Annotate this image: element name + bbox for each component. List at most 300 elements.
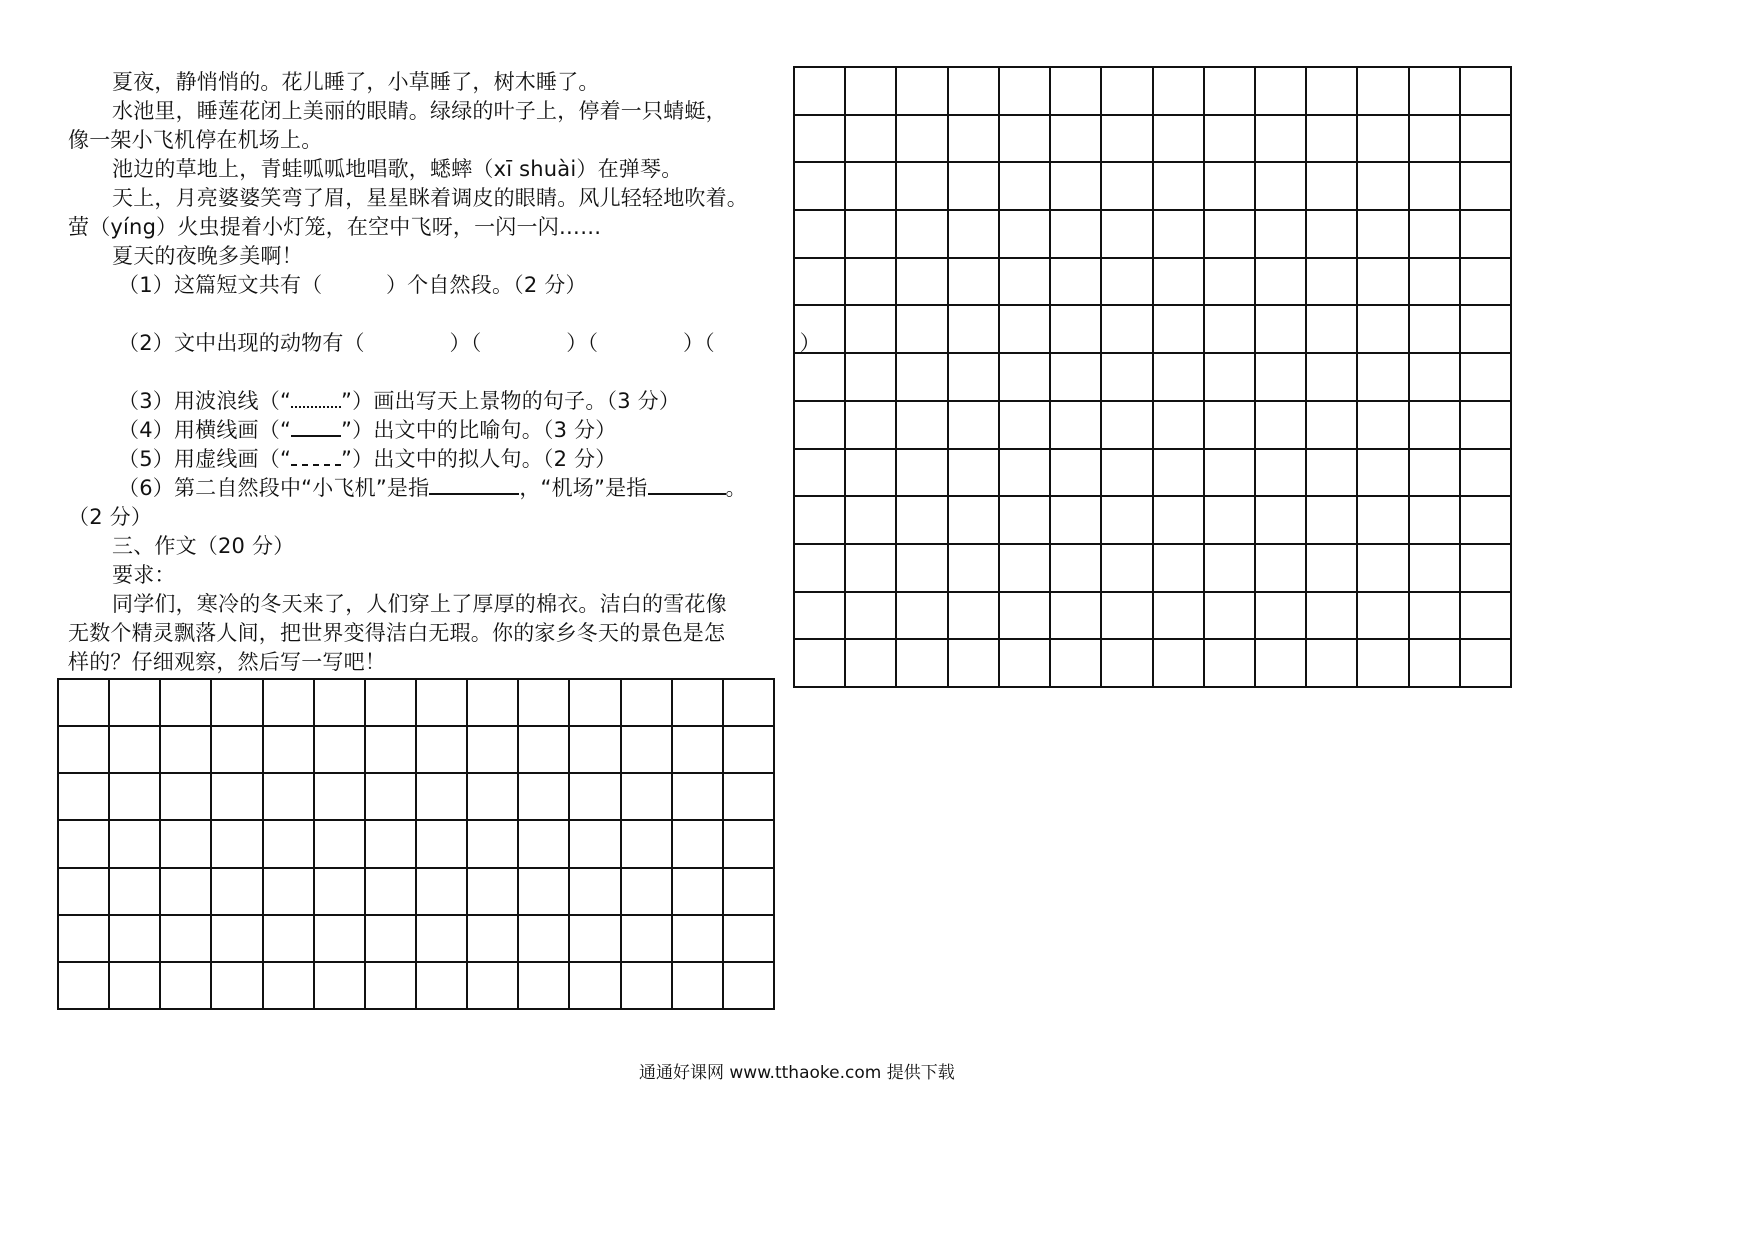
grid-cell[interactable] — [570, 774, 621, 821]
grid-cell[interactable] — [1154, 640, 1205, 688]
grid-cell[interactable] — [1358, 68, 1409, 116]
grid-cell[interactable] — [315, 963, 366, 1010]
grid-cell[interactable] — [519, 963, 570, 1010]
grid-cell[interactable] — [1102, 545, 1153, 593]
grid-cell[interactable] — [846, 640, 897, 688]
grid-cell[interactable] — [468, 680, 519, 727]
grid-cell[interactable] — [795, 116, 846, 164]
grid-cell[interactable] — [622, 963, 673, 1010]
grid-cell[interactable] — [1102, 116, 1153, 164]
grid-cell[interactable] — [315, 916, 366, 963]
grid-cell[interactable] — [897, 640, 948, 688]
grid-cell[interactable] — [1410, 450, 1461, 498]
grid-cell[interactable] — [846, 211, 897, 259]
grid-cell[interactable] — [1256, 593, 1307, 641]
grid-cell[interactable] — [949, 306, 1000, 354]
grid-cell[interactable] — [110, 869, 161, 916]
grid-cell[interactable] — [1000, 211, 1051, 259]
passage-paragraph-3: 池边的草地上，青蛙呱呱地唱歌，蟋蟀（xī shuài）在弹琴。 — [112, 157, 683, 181]
grid-cell[interactable] — [1205, 68, 1256, 116]
grid-cell[interactable] — [1154, 163, 1205, 211]
grid-cell[interactable] — [366, 869, 417, 916]
grid-cell[interactable] — [949, 354, 1000, 402]
grid-cell[interactable] — [1307, 259, 1358, 307]
grid-cell[interactable] — [724, 774, 775, 821]
grid-cell[interactable] — [59, 680, 110, 727]
answer-blank-airport[interactable] — [648, 479, 726, 495]
grid-cell[interactable] — [949, 259, 1000, 307]
grid-cell[interactable] — [1307, 497, 1358, 545]
grid-cell[interactable] — [949, 640, 1000, 688]
grid-cell[interactable] — [1461, 116, 1512, 164]
composition-requirement-line-1: 同学们，寒冷的冬天来了，人们穿上了厚厚的棉衣。洁白的雪花像 — [112, 592, 727, 616]
grid-cell[interactable] — [1410, 593, 1461, 641]
grid-cell[interactable] — [949, 211, 1000, 259]
grid-cell[interactable] — [417, 821, 468, 868]
grid-cell[interactable] — [417, 916, 468, 963]
grid-cell[interactable] — [366, 680, 417, 727]
grid-cell[interactable] — [795, 593, 846, 641]
grid-cell[interactable] — [897, 497, 948, 545]
grid-cell[interactable] — [1410, 211, 1461, 259]
grid-cell[interactable] — [949, 402, 1000, 450]
grid-cell[interactable] — [366, 821, 417, 868]
grid-cell[interactable] — [570, 963, 621, 1010]
grid-cell[interactable] — [622, 821, 673, 868]
grid-cell[interactable] — [1358, 402, 1409, 450]
grid-cell[interactable] — [59, 727, 110, 774]
grid-cell[interactable] — [1358, 593, 1409, 641]
grid-cell[interactable] — [1461, 211, 1512, 259]
grid-cell[interactable] — [1410, 640, 1461, 688]
grid-cell[interactable] — [468, 774, 519, 821]
grid-cell[interactable] — [1102, 211, 1153, 259]
question-3-text-end: ”）画出写天上景物的句子。（3 分） — [341, 389, 681, 413]
grid-cell[interactable] — [897, 545, 948, 593]
grid-cell[interactable] — [264, 774, 315, 821]
grid-cell[interactable] — [1461, 68, 1512, 116]
grid-cell[interactable] — [110, 821, 161, 868]
grid-cell[interactable] — [1410, 306, 1461, 354]
grid-cell[interactable] — [417, 774, 468, 821]
grid-cell[interactable] — [110, 774, 161, 821]
grid-cell[interactable] — [1102, 402, 1153, 450]
grid-cell[interactable] — [161, 774, 212, 821]
grid-cell[interactable] — [1358, 354, 1409, 402]
grid-cell[interactable] — [897, 354, 948, 402]
grid-cell[interactable] — [1461, 163, 1512, 211]
grid-cell[interactable] — [1000, 116, 1051, 164]
grid-cell[interactable] — [1154, 259, 1205, 307]
grid-cell[interactable] — [1307, 450, 1358, 498]
grid-cell[interactable] — [1154, 211, 1205, 259]
grid-cell[interactable] — [161, 916, 212, 963]
grid-cell[interactable] — [161, 821, 212, 868]
grid-cell[interactable] — [1205, 163, 1256, 211]
grid-cell[interactable] — [622, 727, 673, 774]
grid-cell[interactable] — [366, 727, 417, 774]
writing-grid-right[interactable] — [793, 66, 1512, 688]
grid-cell[interactable] — [1051, 593, 1102, 641]
grid-cell[interactable] — [1410, 497, 1461, 545]
grid-cell[interactable] — [846, 68, 897, 116]
grid-cell[interactable] — [1410, 354, 1461, 402]
grid-cell[interactable] — [1205, 545, 1256, 593]
grid-cell[interactable] — [1256, 402, 1307, 450]
grid-cell[interactable] — [1307, 163, 1358, 211]
grid-cell[interactable] — [1461, 450, 1512, 498]
grid-cell[interactable] — [110, 963, 161, 1010]
grid-cell[interactable] — [846, 116, 897, 164]
grid-cell[interactable] — [846, 163, 897, 211]
grid-cell[interactable] — [897, 163, 948, 211]
grid-cell[interactable] — [1051, 68, 1102, 116]
grid-cell[interactable] — [59, 916, 110, 963]
grid-cell[interactable] — [1461, 640, 1512, 688]
grid-cell[interactable] — [1358, 211, 1409, 259]
grid-cell[interactable] — [366, 963, 417, 1010]
grid-cell[interactable] — [1256, 68, 1307, 116]
grid-cell[interactable] — [1000, 354, 1051, 402]
grid-cell[interactable] — [1000, 306, 1051, 354]
grid-cell[interactable] — [212, 821, 263, 868]
grid-cell[interactable] — [315, 869, 366, 916]
grid-cell[interactable] — [1410, 116, 1461, 164]
grid-cell[interactable] — [1154, 450, 1205, 498]
grid-cell[interactable] — [1461, 259, 1512, 307]
grid-cell[interactable] — [1410, 68, 1461, 116]
grid-cell[interactable] — [212, 869, 263, 916]
grid-cell[interactable] — [1000, 68, 1051, 116]
grid-cell[interactable] — [622, 869, 673, 916]
grid-cell[interactable] — [1461, 545, 1512, 593]
grid-cell[interactable] — [724, 727, 775, 774]
grid-cell[interactable] — [1307, 68, 1358, 116]
footer-credit: 通通好课网 www.tthaoke.com 提供下载 — [639, 1063, 955, 1083]
grid-cell[interactable] — [1205, 259, 1256, 307]
grid-cell[interactable] — [1307, 116, 1358, 164]
grid-cell[interactable] — [264, 963, 315, 1010]
grid-cell[interactable] — [1051, 640, 1102, 688]
grid-cell[interactable] — [673, 727, 724, 774]
grid-cell[interactable] — [724, 963, 775, 1010]
grid-cell[interactable] — [949, 545, 1000, 593]
grid-cell[interactable] — [1461, 402, 1512, 450]
grid-cell[interactable] — [1358, 306, 1409, 354]
grid-cell[interactable] — [949, 593, 1000, 641]
grid-cell[interactable] — [795, 211, 846, 259]
grid-cell[interactable] — [1000, 259, 1051, 307]
passage-paragraph-2b: 像一架小飞机停在机场上。 — [68, 128, 323, 152]
question-4-text-start: （4）用横线画（“ — [118, 418, 292, 442]
grid-cell[interactable] — [570, 680, 621, 727]
grid-cell[interactable] — [468, 916, 519, 963]
grid-cell[interactable] — [212, 916, 263, 963]
grid-cell[interactable] — [846, 497, 897, 545]
grid-cell[interactable] — [795, 163, 846, 211]
grid-cell[interactable] — [795, 640, 846, 688]
grid-cell[interactable] — [795, 402, 846, 450]
grid-cell[interactable] — [1307, 402, 1358, 450]
grid-cell[interactable] — [1410, 545, 1461, 593]
grid-cell[interactable] — [897, 116, 948, 164]
grid-cell[interactable] — [1051, 116, 1102, 164]
grid-cell[interactable] — [1051, 545, 1102, 593]
grid-cell[interactable] — [1154, 593, 1205, 641]
grid-cell[interactable] — [264, 869, 315, 916]
grid-cell[interactable] — [1051, 354, 1102, 402]
grid-cell[interactable] — [1461, 497, 1512, 545]
grid-cell[interactable] — [1154, 402, 1205, 450]
grid-cell[interactable] — [1051, 259, 1102, 307]
grid-cell[interactable] — [161, 680, 212, 727]
grid-cell[interactable] — [1307, 306, 1358, 354]
grid-cell[interactable] — [1000, 545, 1051, 593]
grid-cell[interactable] — [673, 916, 724, 963]
grid-cell[interactable] — [468, 869, 519, 916]
grid-cell[interactable] — [1051, 211, 1102, 259]
grid-cell[interactable] — [1051, 306, 1102, 354]
grid-cell[interactable] — [1256, 497, 1307, 545]
grid-cell[interactable] — [795, 450, 846, 498]
grid-cell[interactable] — [1358, 450, 1409, 498]
grid-cell[interactable] — [1256, 450, 1307, 498]
grid-cell[interactable] — [212, 963, 263, 1010]
grid-cell[interactable] — [1256, 306, 1307, 354]
grid-cell[interactable] — [724, 821, 775, 868]
grid-cell[interactable] — [622, 680, 673, 727]
grid-cell[interactable] — [366, 774, 417, 821]
grid-cell[interactable] — [315, 727, 366, 774]
grid-cell[interactable] — [1256, 211, 1307, 259]
grid-cell[interactable] — [1410, 259, 1461, 307]
grid-cell[interactable] — [1461, 354, 1512, 402]
grid-cell[interactable] — [1154, 354, 1205, 402]
grid-cell[interactable] — [846, 402, 897, 450]
grid-cell[interactable] — [1307, 545, 1358, 593]
grid-cell[interactable] — [949, 450, 1000, 498]
grid-cell[interactable] — [1102, 593, 1153, 641]
grid-cell[interactable] — [1051, 450, 1102, 498]
question-3 — [118, 389, 680, 413]
grid-cell[interactable] — [1205, 354, 1256, 402]
grid-cell[interactable] — [897, 211, 948, 259]
grid-cell[interactable] — [846, 259, 897, 307]
grid-cell[interactable] — [1410, 402, 1461, 450]
grid-cell[interactable] — [1205, 306, 1256, 354]
grid-cell[interactable] — [795, 497, 846, 545]
grid-cell[interactable] — [1051, 497, 1102, 545]
grid-cell[interactable] — [673, 774, 724, 821]
grid-cell[interactable] — [570, 821, 621, 868]
grid-cell[interactable] — [846, 306, 897, 354]
grid-cell[interactable] — [795, 306, 846, 354]
grid-cell[interactable] — [949, 497, 1000, 545]
grid-cell[interactable] — [897, 450, 948, 498]
grid-cell[interactable] — [1307, 211, 1358, 259]
grid-cell[interactable] — [59, 774, 110, 821]
grid-cell[interactable] — [1410, 163, 1461, 211]
question-4-text-end: ”）出文中的比喻句。（3 分） — [341, 418, 617, 442]
grid-cell[interactable] — [366, 916, 417, 963]
grid-cell[interactable] — [1256, 354, 1307, 402]
grid-cell[interactable] — [110, 916, 161, 963]
composition-heading: 三、作文（20 分） — [112, 534, 295, 558]
grid-cell[interactable] — [724, 869, 775, 916]
grid-cell[interactable] — [795, 68, 846, 116]
grid-cell[interactable] — [1256, 116, 1307, 164]
grid-cell[interactable] — [1154, 68, 1205, 116]
grid-cell[interactable] — [673, 680, 724, 727]
grid-cell[interactable] — [570, 869, 621, 916]
grid-cell[interactable] — [417, 680, 468, 727]
grid-cell[interactable] — [897, 259, 948, 307]
grid-cell[interactable] — [1358, 259, 1409, 307]
grid-cell[interactable] — [1000, 640, 1051, 688]
grid-cell[interactable] — [1205, 116, 1256, 164]
grid-cell[interactable] — [212, 727, 263, 774]
grid-cell[interactable] — [1102, 259, 1153, 307]
grid-cell[interactable] — [1102, 497, 1153, 545]
grid-cell[interactable] — [1358, 116, 1409, 164]
grid-cell[interactable] — [161, 869, 212, 916]
grid-cell[interactable] — [1205, 402, 1256, 450]
writing-grid-left[interactable] — [57, 678, 775, 1010]
passage-paragraph-5: 夏天的夜晚多美啊！ — [112, 244, 303, 268]
grid-cell[interactable] — [110, 727, 161, 774]
grid-cell[interactable] — [519, 821, 570, 868]
grid-cell[interactable] — [1461, 306, 1512, 354]
grid-cell[interactable] — [1051, 163, 1102, 211]
grid-cell[interactable] — [795, 545, 846, 593]
grid-cell[interactable] — [1102, 68, 1153, 116]
grid-cell[interactable] — [59, 821, 110, 868]
grid-cell[interactable] — [1102, 354, 1153, 402]
grid-cell[interactable] — [1000, 593, 1051, 641]
grid-cell[interactable] — [673, 821, 724, 868]
grid-cell[interactable] — [519, 916, 570, 963]
grid-cell[interactable] — [468, 963, 519, 1010]
grid-cell[interactable] — [417, 869, 468, 916]
grid-cell[interactable] — [1102, 640, 1153, 688]
grid-cell[interactable] — [897, 306, 948, 354]
grid-cell[interactable] — [1256, 163, 1307, 211]
grid-cell[interactable] — [59, 963, 110, 1010]
grid-cell[interactable] — [570, 727, 621, 774]
grid-cell[interactable] — [212, 774, 263, 821]
grid-cell[interactable] — [1307, 354, 1358, 402]
question-1: （1）这篇短文共有（ ）个自然段。（2 分） — [118, 273, 587, 297]
question-2: （2）文中出现的动物有（ ）（ ）（ ）（ ） — [118, 331, 821, 355]
grid-cell[interactable] — [949, 163, 1000, 211]
grid-cell[interactable] — [417, 963, 468, 1010]
grid-cell[interactable] — [264, 821, 315, 868]
grid-cell[interactable] — [1205, 450, 1256, 498]
grid-cell[interactable] — [417, 727, 468, 774]
grid-cell[interactable] — [795, 259, 846, 307]
grid-cell[interactable] — [315, 821, 366, 868]
grid-cell[interactable] — [1256, 259, 1307, 307]
grid-cell[interactable] — [1102, 306, 1153, 354]
grid-cell[interactable] — [1358, 545, 1409, 593]
grid-cell[interactable] — [1205, 593, 1256, 641]
grid-cell[interactable] — [1102, 163, 1153, 211]
grid-cell[interactable] — [1358, 163, 1409, 211]
dotted-line-sample — [291, 450, 341, 466]
grid-cell[interactable] — [897, 68, 948, 116]
grid-cell[interactable] — [519, 869, 570, 916]
grid-cell[interactable] — [1051, 402, 1102, 450]
grid-cell[interactable] — [1205, 640, 1256, 688]
answer-blank-plane[interactable] — [429, 479, 519, 495]
grid-cell[interactable] — [1102, 450, 1153, 498]
grid-cell[interactable] — [1307, 593, 1358, 641]
grid-cell[interactable] — [1256, 545, 1307, 593]
grid-cell[interactable] — [1358, 497, 1409, 545]
grid-cell[interactable] — [1000, 402, 1051, 450]
grid-cell[interactable] — [519, 727, 570, 774]
grid-cell[interactable] — [264, 916, 315, 963]
grid-cell[interactable] — [673, 869, 724, 916]
grid-cell[interactable] — [468, 727, 519, 774]
grid-cell[interactable] — [59, 869, 110, 916]
grid-cell[interactable] — [110, 680, 161, 727]
grid-cell[interactable] — [161, 963, 212, 1010]
grid-cell[interactable] — [212, 680, 263, 727]
grid-cell[interactable] — [315, 774, 366, 821]
grid-cell[interactable] — [1358, 640, 1409, 688]
grid-cell[interactable] — [519, 774, 570, 821]
grid-cell[interactable] — [846, 354, 897, 402]
grid-cell[interactable] — [1000, 450, 1051, 498]
passage-paragraph-4b: 萤（yíng）火虫提着小灯笼，在空中飞呀，一闪一闪…… — [68, 215, 602, 239]
grid-cell[interactable] — [1205, 497, 1256, 545]
grid-cell[interactable] — [673, 963, 724, 1010]
grid-cell[interactable] — [724, 680, 775, 727]
grid-cell[interactable] — [161, 727, 212, 774]
grid-cell[interactable] — [468, 821, 519, 868]
grid-cell[interactable] — [897, 402, 948, 450]
grid-cell[interactable] — [1154, 545, 1205, 593]
grid-cell[interactable] — [949, 68, 1000, 116]
grid-cell[interactable] — [264, 727, 315, 774]
grid-cell[interactable] — [1000, 497, 1051, 545]
grid-cell[interactable] — [622, 916, 673, 963]
grid-cell[interactable] — [264, 680, 315, 727]
grid-cell[interactable] — [1154, 306, 1205, 354]
grid-cell[interactable] — [570, 916, 621, 963]
grid-cell[interactable] — [724, 916, 775, 963]
grid-cell[interactable] — [1154, 116, 1205, 164]
grid-cell[interactable] — [1154, 497, 1205, 545]
grid-cell[interactable] — [1000, 163, 1051, 211]
grid-cell[interactable] — [897, 593, 948, 641]
question-6-text-start: （6）第二自然段中“小飞机”是指 — [118, 476, 430, 500]
grid-cell[interactable] — [519, 680, 570, 727]
grid-cell[interactable] — [1256, 640, 1307, 688]
grid-cell[interactable] — [846, 545, 897, 593]
grid-cell[interactable] — [846, 450, 897, 498]
grid-cell[interactable] — [795, 354, 846, 402]
grid-cell[interactable] — [1205, 211, 1256, 259]
question-6-text-mid: ，“机场”是指 — [519, 476, 648, 500]
grid-cell[interactable] — [846, 593, 897, 641]
grid-cell[interactable] — [949, 116, 1000, 164]
grid-cell[interactable] — [622, 774, 673, 821]
grid-cell[interactable] — [1461, 593, 1512, 641]
grid-cell[interactable] — [1307, 640, 1358, 688]
grid-cell[interactable] — [315, 680, 366, 727]
